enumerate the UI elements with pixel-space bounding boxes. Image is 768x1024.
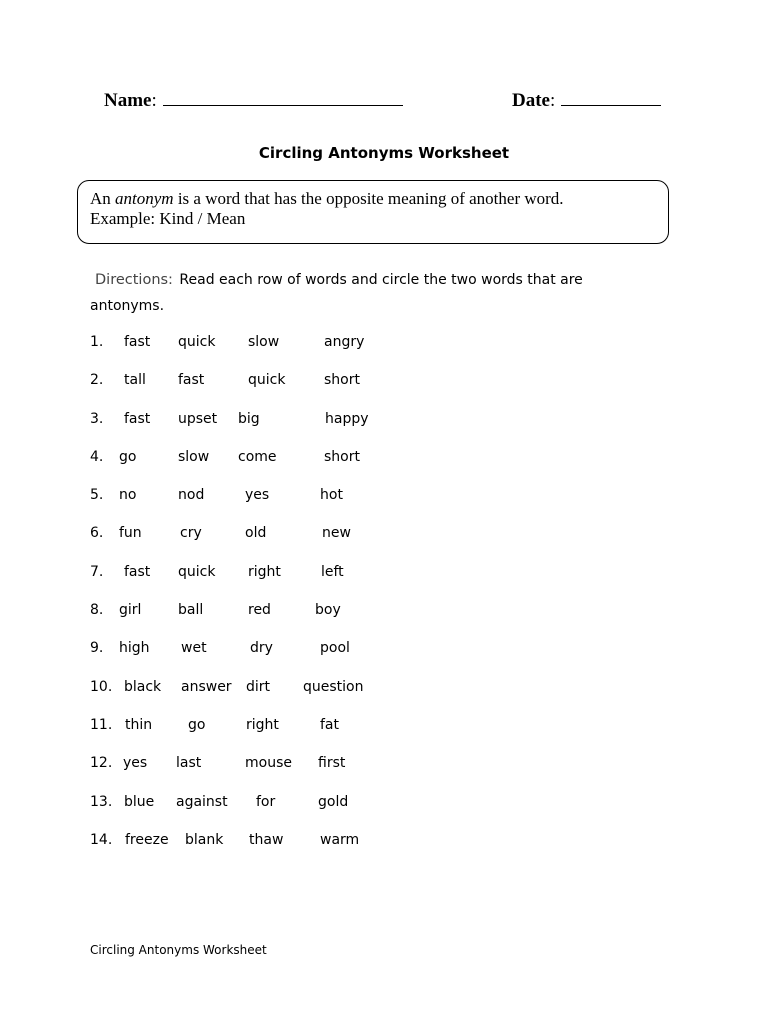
- date-colon: :: [549, 90, 556, 111]
- word-rows-list: [90, 330, 610, 866]
- word-option[interactable]: freeze: [125, 831, 169, 848]
- word-row: [90, 445, 610, 483]
- page-footer: Circling Antonyms Worksheet: [90, 943, 267, 957]
- word-row: [90, 828, 610, 866]
- date-field[interactable]: [512, 90, 661, 112]
- word-option[interactable]: thaw: [249, 831, 284, 848]
- row-number: 10.: [90, 678, 113, 695]
- row-number: 12.: [90, 755, 113, 772]
- definition-term: antonym: [115, 189, 174, 208]
- word-option[interactable]: fast: [124, 410, 151, 427]
- word-row: [90, 368, 610, 406]
- name-field[interactable]: [104, 90, 403, 112]
- word-option[interactable]: answer: [181, 678, 232, 695]
- word-option[interactable]: quick: [178, 334, 216, 350]
- word-option[interactable]: last: [176, 755, 202, 772]
- row-number: 14.: [90, 831, 113, 848]
- row-number: 6.: [90, 525, 104, 542]
- date-label: Date: [512, 90, 550, 111]
- word-row: [90, 521, 610, 559]
- word-option[interactable]: blue: [124, 793, 155, 810]
- word-row: [90, 636, 610, 674]
- word-option[interactable]: right: [248, 563, 281, 580]
- definition-example: Example: Kind / Mean: [90, 209, 246, 228]
- word-option[interactable]: gold: [318, 793, 349, 810]
- word-option[interactable]: big: [238, 410, 260, 427]
- word-option[interactable]: angry: [324, 334, 365, 350]
- word-option[interactable]: nod: [178, 487, 205, 504]
- word-option[interactable]: happy: [325, 410, 369, 427]
- row-number: 11.: [90, 716, 113, 733]
- name-colon: :: [151, 90, 157, 111]
- word-option[interactable]: quick: [178, 563, 216, 580]
- word-option[interactable]: yes: [245, 487, 270, 504]
- word-option[interactable]: question: [303, 678, 364, 695]
- word-row: [90, 751, 610, 789]
- word-option[interactable]: for: [256, 793, 276, 810]
- word-option[interactable]: warm: [320, 831, 360, 848]
- row-number: 2.: [90, 372, 104, 389]
- word-option[interactable]: new: [322, 525, 351, 542]
- word-option[interactable]: yes: [123, 755, 148, 772]
- definition-line: [90, 189, 656, 209]
- word-option[interactable]: come: [238, 448, 277, 465]
- word-option[interactable]: upset: [178, 410, 218, 427]
- word-option[interactable]: first: [318, 755, 346, 772]
- word-option[interactable]: black: [124, 678, 162, 695]
- word-option[interactable]: thin: [125, 716, 153, 733]
- row-number: 1.: [90, 334, 104, 350]
- word-option[interactable]: dry: [250, 640, 273, 657]
- word-option[interactable]: against: [176, 793, 228, 810]
- definition-box: [77, 180, 669, 244]
- worksheet-title: Circling Antonyms Worksheet: [258, 144, 510, 162]
- word-option[interactable]: cry: [180, 525, 202, 542]
- row-number: 3.: [90, 410, 104, 427]
- word-option[interactable]: go: [188, 716, 206, 733]
- word-option[interactable]: left: [321, 563, 344, 580]
- name-blank-line[interactable]: [163, 91, 403, 106]
- word-row: [90, 407, 610, 445]
- directions: [90, 267, 650, 319]
- word-option[interactable]: hot: [320, 487, 343, 504]
- word-option[interactable]: mouse: [245, 755, 292, 772]
- word-option[interactable]: short: [324, 372, 360, 389]
- word-option[interactable]: go: [119, 448, 137, 465]
- word-option[interactable]: no: [119, 487, 137, 504]
- word-row: [90, 713, 610, 751]
- word-option[interactable]: ball: [178, 602, 204, 619]
- word-option[interactable]: fat: [320, 716, 339, 733]
- row-number: 4.: [90, 448, 104, 465]
- word-option[interactable]: blank: [185, 831, 224, 848]
- word-option[interactable]: old: [245, 525, 267, 542]
- word-row: [90, 598, 610, 636]
- directions-text: Read each row of words and circle the two words that are antonyms.: [90, 272, 583, 314]
- row-number: 8.: [90, 602, 104, 619]
- definition-text-before: An: [90, 189, 116, 208]
- definition-text-after: is a word that has the opposite meaning of another word.: [173, 189, 564, 208]
- word-option[interactable]: wet: [181, 640, 207, 657]
- word-row: [90, 330, 610, 368]
- word-option[interactable]: red: [248, 602, 271, 619]
- date-blank-line[interactable]: [561, 91, 661, 106]
- word-option[interactable]: slow: [178, 448, 210, 465]
- name-label: Name: [104, 90, 152, 111]
- word-option[interactable]: fast: [178, 372, 205, 389]
- word-option[interactable]: girl: [119, 602, 142, 619]
- word-option[interactable]: fast: [124, 563, 151, 580]
- word-option[interactable]: pool: [320, 640, 350, 657]
- word-option[interactable]: right: [246, 716, 279, 733]
- word-option[interactable]: quick: [248, 372, 286, 389]
- word-option[interactable]: tall: [124, 372, 146, 389]
- word-option[interactable]: fun: [119, 525, 142, 542]
- word-row: [90, 483, 610, 521]
- word-option[interactable]: boy: [315, 602, 341, 619]
- row-number: 5.: [90, 487, 104, 504]
- row-number: 13.: [90, 793, 113, 810]
- header: [104, 90, 664, 116]
- word-row: [90, 560, 610, 598]
- word-option[interactable]: slow: [248, 334, 280, 350]
- word-option[interactable]: high: [119, 640, 150, 657]
- word-row: [90, 675, 610, 713]
- row-number: 9.: [90, 640, 104, 657]
- word-row: [90, 790, 610, 828]
- row-number: 7.: [90, 563, 104, 580]
- word-option[interactable]: fast: [124, 334, 151, 350]
- word-option[interactable]: dirt: [246, 678, 271, 695]
- directions-label: Directions:: [95, 272, 173, 288]
- word-option[interactable]: short: [324, 448, 360, 465]
